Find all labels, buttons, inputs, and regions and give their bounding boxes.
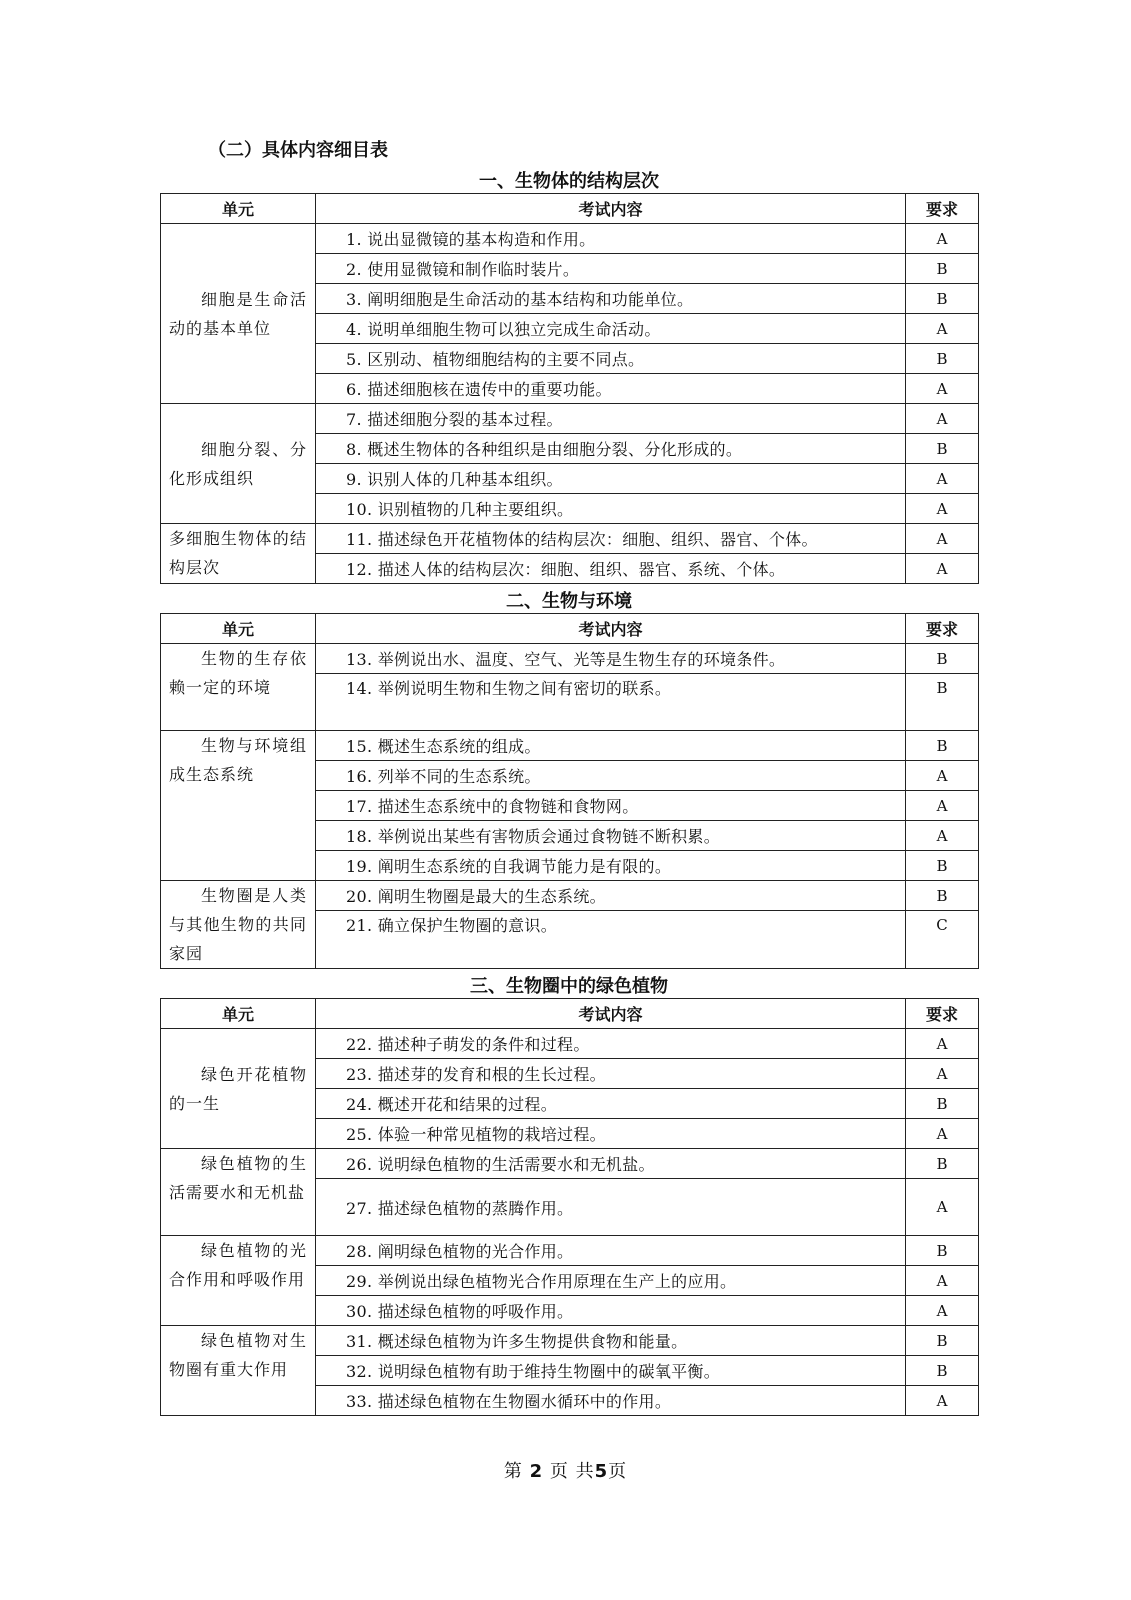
content-cell: 6. 描述细胞核在遗传中的重要功能。: [316, 374, 906, 404]
content-cell: 4. 说明单细胞生物可以独立完成生命活动。: [316, 314, 906, 344]
requirement-cell: A: [906, 374, 979, 404]
page-footer: [0, 1457, 1131, 1483]
content-cell: 29. 举例说出绿色植物光合作用原理在生产上的应用。: [316, 1266, 906, 1296]
requirement-cell: A: [906, 1029, 979, 1059]
table-header-row: [161, 194, 979, 224]
requirement-cell: B: [906, 674, 979, 731]
content-cell: 18. 举例说出某些有害物质会通过食物链不断积累。: [316, 821, 906, 851]
requirement-cell: B: [906, 851, 979, 881]
requirement-cell: A: [906, 494, 979, 524]
requirement-column-header: 要求: [906, 999, 979, 1029]
table-row: [161, 524, 979, 554]
requirement-cell: A: [906, 224, 979, 254]
unit-name: 细胞分裂、分化形成组织: [169, 439, 307, 488]
content-cell: 3. 阐明细胞是生命活动的基本结构和功能单位。: [316, 284, 906, 314]
requirement-cell: A: [906, 464, 979, 494]
unit-cell: [161, 1326, 316, 1416]
unit-name: 生物的生存依赖一定的环境: [169, 649, 307, 697]
content-cell: 5. 区别动、植物细胞结构的主要不同点。: [316, 344, 906, 374]
table-row: [161, 404, 979, 434]
requirement-cell: A: [906, 404, 979, 434]
total-pages-number: 5: [594, 1461, 609, 1482]
requirement-cell: A: [906, 314, 979, 344]
table-row: [161, 1326, 979, 1356]
content-cell: 12. 描述人体的结构层次：细胞、组织、器官、系统、个体。: [316, 554, 906, 584]
content-cell: 25. 体验一种常见植物的栽培过程。: [316, 1119, 906, 1149]
content-cell: 33. 描述绿色植物在生物圈水循环中的作用。: [316, 1386, 906, 1416]
unit-name: 生物圈是人类与其他生物的共同家园: [169, 886, 307, 963]
content-cell: 31. 概述绿色植物为许多生物提供食物和能量。: [316, 1326, 906, 1356]
unit-name: 多细胞生物体的结构层次: [169, 529, 307, 577]
content-cell: 20. 阐明生物圈是最大的生态系统。: [316, 881, 906, 911]
content-cell: 17. 描述生态系统中的食物链和食物网。: [316, 791, 906, 821]
requirement-cell: B: [906, 1356, 979, 1386]
content-cell: 21. 确立保护生物圈的意识。: [316, 911, 906, 969]
requirement-cell: A: [906, 821, 979, 851]
requirement-cell: B: [906, 1149, 979, 1179]
section-title: 一、生物体的结构层次: [479, 171, 659, 192]
table-header-row: [161, 614, 979, 644]
table-row: [161, 644, 979, 674]
content-cell: 11. 描述绿色开花植物体的结构层次：细胞、组织、器官、个体。: [316, 524, 906, 554]
requirement-cell: B: [906, 254, 979, 284]
unit-cell: [161, 1149, 316, 1236]
requirement-cell: C: [906, 911, 979, 969]
requirement-column-header: 要求: [906, 614, 979, 644]
unit-name: 绿色植物的生活需要水和无机盐: [169, 1154, 307, 1202]
unit-cell: [161, 1029, 316, 1149]
requirement-cell: B: [906, 1089, 979, 1119]
requirement-cell: B: [906, 344, 979, 374]
footer-suffix: 页: [608, 1461, 628, 1482]
unit-cell: [161, 524, 316, 584]
table-row: [161, 881, 979, 911]
table-row: [161, 731, 979, 761]
content-column-header: 考试内容: [316, 999, 906, 1029]
table-row: [161, 224, 979, 254]
unit-column-header: 单元: [161, 999, 316, 1029]
content-cell: 2. 使用显微镜和制作临时装片。: [316, 254, 906, 284]
footer-prefix: 第: [503, 1461, 523, 1482]
page-heading: （二）具体内容细目表: [208, 140, 388, 161]
section-title: 二、生物与环境: [506, 591, 632, 612]
table-row: [161, 1149, 979, 1179]
content-cell: 30. 描述绿色植物的呼吸作用。: [316, 1296, 906, 1326]
content-cell: 15. 概述生态系统的组成。: [316, 731, 906, 761]
requirement-cell: A: [906, 1386, 979, 1416]
content-cell: 26. 说明绿色植物的生活需要水和无机盐。: [316, 1149, 906, 1179]
footer-middle: 页 共: [549, 1461, 595, 1482]
requirement-cell: A: [906, 1296, 979, 1326]
unit-cell: [161, 404, 316, 524]
requirement-cell: B: [906, 434, 979, 464]
unit-name: 绿色植物对生物圈有重大作用: [169, 1331, 307, 1379]
requirement-cell: A: [906, 761, 979, 791]
content-cell: 19. 阐明生态系统的自我调节能力是有限的。: [316, 851, 906, 881]
content-table: [160, 613, 979, 969]
unit-cell: [161, 881, 316, 969]
requirement-cell: B: [906, 731, 979, 761]
content-cell: 9. 识别人体的几种基本组织。: [316, 464, 906, 494]
requirement-cell: A: [906, 554, 979, 584]
content-cell: 14. 举例说明生物和生物之间有密切的联系。: [316, 674, 906, 731]
unit-cell: [161, 644, 316, 731]
table-row: [161, 1029, 979, 1059]
requirement-cell: A: [906, 1266, 979, 1296]
unit-column-header: 单元: [161, 614, 316, 644]
requirement-cell: A: [906, 1119, 979, 1149]
content-column-header: 考试内容: [316, 614, 906, 644]
requirement-cell: A: [906, 791, 979, 821]
unit-name: 细胞是生命活动的基本单位: [169, 289, 307, 338]
section-title: 三、生物圈中的绿色植物: [470, 976, 668, 997]
unit-name: 绿色开花植物的一生: [169, 1064, 307, 1113]
unit-name: 绿色植物的光合作用和呼吸作用: [169, 1241, 307, 1289]
requirement-cell: A: [906, 524, 979, 554]
content-cell: 24. 概述开花和结果的过程。: [316, 1089, 906, 1119]
requirement-cell: B: [906, 1326, 979, 1356]
content-cell: 28. 阐明绿色植物的光合作用。: [316, 1236, 906, 1266]
content-cell: 8. 概述生物体的各种组织是由细胞分裂、分化形成的。: [316, 434, 906, 464]
content-table: [160, 193, 979, 584]
table-header-row: [161, 999, 979, 1029]
content-table: [160, 998, 979, 1416]
requirement-cell: B: [906, 644, 979, 674]
unit-cell: [161, 1236, 316, 1326]
content-cell: 16. 列举不同的生态系统。: [316, 761, 906, 791]
unit-cell: [161, 731, 316, 881]
current-page-number: 2: [529, 1461, 544, 1482]
table-row: [161, 1236, 979, 1266]
content-cell: 7. 描述细胞分裂的基本过程。: [316, 404, 906, 434]
content-cell: 32. 说明绿色植物有助于维持生物圈中的碳氧平衡。: [316, 1356, 906, 1386]
content-cell: 13. 举例说出水、温度、空气、光等是生物生存的环境条件。: [316, 644, 906, 674]
requirement-cell: B: [906, 881, 979, 911]
requirement-cell: A: [906, 1179, 979, 1236]
requirement-cell: A: [906, 1059, 979, 1089]
content-cell: 23. 描述芽的发育和根的生长过程。: [316, 1059, 906, 1089]
unit-cell: [161, 224, 316, 404]
requirement-cell: B: [906, 284, 979, 314]
unit-column-header: 单元: [161, 194, 316, 224]
content-cell: 1. 说出显微镜的基本构造和作用。: [316, 224, 906, 254]
requirement-cell: B: [906, 1236, 979, 1266]
content-cell: 22. 描述种子萌发的条件和过程。: [316, 1029, 906, 1059]
content-column-header: 考试内容: [316, 194, 906, 224]
content-cell: 10. 识别植物的几种主要组织。: [316, 494, 906, 524]
unit-name: 生物与环境组成生态系统: [169, 736, 307, 784]
content-cell: 27. 描述绿色植物的蒸腾作用。: [316, 1179, 906, 1236]
requirement-column-header: 要求: [906, 194, 979, 224]
